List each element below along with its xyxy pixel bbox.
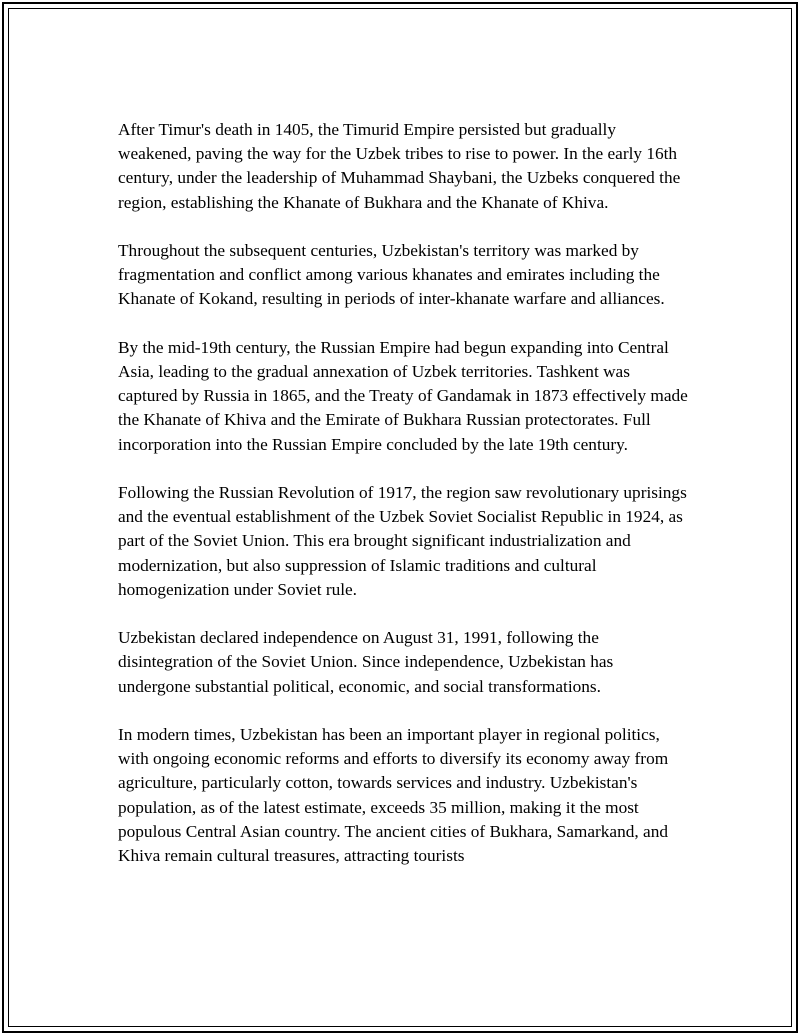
paragraph-khanates: Throughout the subsequent centuries, Uzbekistan's territory was marked by fragmentation and conflict among various khanates and emirates including the Khanate of Kokand, resulting in periods of inter-khanate warfare and alliances. bbox=[118, 241, 665, 309]
paragraph-soviet-era: Following the Russian Revolution of 1917, the region saw revolutionary uprisings and the eventual establishment of the Uzbek Soviet Socialist Republic in 1924, as part of the Soviet Union. This era brought significant industrialization and modernization, but also suppression of Islamic traditions and cultural homogenization under Soviet rule. bbox=[118, 483, 687, 599]
paragraph-independence: Uzbekistan declared independence on August 31, 1991, following the disintegration of the Soviet Union. Since independence, Uzbekistan has undergone substantial political, economic, and social transformations. bbox=[118, 628, 614, 696]
paragraph-modern-times: In modern times, Uzbekistan has been an important player in regional politics, with ongoing economic reforms and efforts to diversify its economy away from agriculture, particularly cotton, towards services and industry. Uzbekistan's population, as of the latest estimate, exceeds 35 million, making it the most populous Central Asian country. The ancient cities of Bukhara, Samarkand, and Khiva remain cultural treasures, attracting tourists bbox=[118, 725, 669, 866]
paragraph-timurid-decline: After Timur's death in 1405, the Timurid Empire persisted but gradually weakened, paving the way for the Uzbek tribes to rise to power. In the early 16th century, under the leadership of Muhammad Shaybani, the Uzbeks conquered the region, establishing the Khanate of Bukhara and the Khanate of Khiva. bbox=[118, 120, 681, 212]
paragraph-russian-expansion: By the mid-19th century, the Russian Empire had begun expanding into Central Asia, leading to the gradual annexation of Uzbek territories. Tashkent was captured by Russia in 1865, and the Treaty of Gandamak in 1873 effectively made the Khanate of Khiva and the Emirate of Bukhara Russian protectorates. Full incorporation into the Russian Empire concluded by the late 19th century. bbox=[118, 337, 688, 454]
document-body bbox=[118, 118, 688, 892]
